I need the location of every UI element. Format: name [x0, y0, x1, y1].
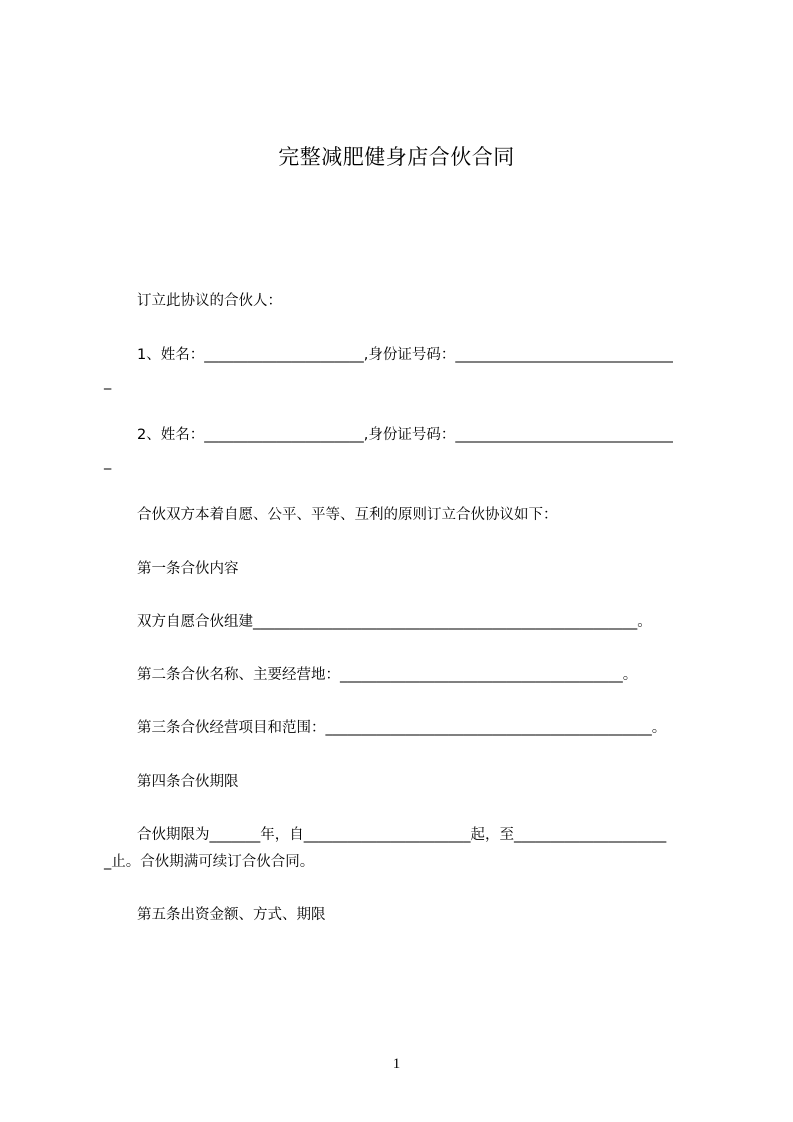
article4-line: 合伙期限为_______年，自_______________________起，至_____________________ — [137, 827, 667, 843]
article4-heading: 第四条合伙期限 — [137, 774, 239, 790]
page-number: 1 — [392, 1056, 401, 1072]
partner2-line-continuation: _ — [104, 454, 112, 470]
partner1-line: 1、姓名：______________________,身份证号码：______________________________ — [137, 347, 673, 363]
partner2-line: 2、姓名：______________________,身份证号码：______________________________ — [137, 427, 673, 443]
article3-text: 第三条合伙经营项目和范围：_____________________________________________。 — [137, 720, 667, 736]
article1-heading: 第一条合伙内容 — [137, 561, 239, 577]
principle-text: 合伙双方本着自愿、公平、平等、互利的原则订立合伙协议如下： — [137, 507, 558, 523]
article4-line-continuation: _止。合伙期满可续订合伙合同。 — [104, 854, 315, 870]
article5-heading: 第五条出资金额、方式、期限 — [137, 907, 326, 923]
contract-title: 完整减肥健身店合伙合同 — [278, 145, 515, 169]
partner1-line-continuation: _ — [104, 374, 112, 390]
article2-text: 第二条合伙名称、主要经营地：_______________________________________。 — [137, 667, 638, 683]
intro-text: 订立此协议的合伙人： — [137, 293, 282, 309]
article1-body: 双方自愿合伙组建_____________________________________________________。 — [137, 614, 652, 630]
